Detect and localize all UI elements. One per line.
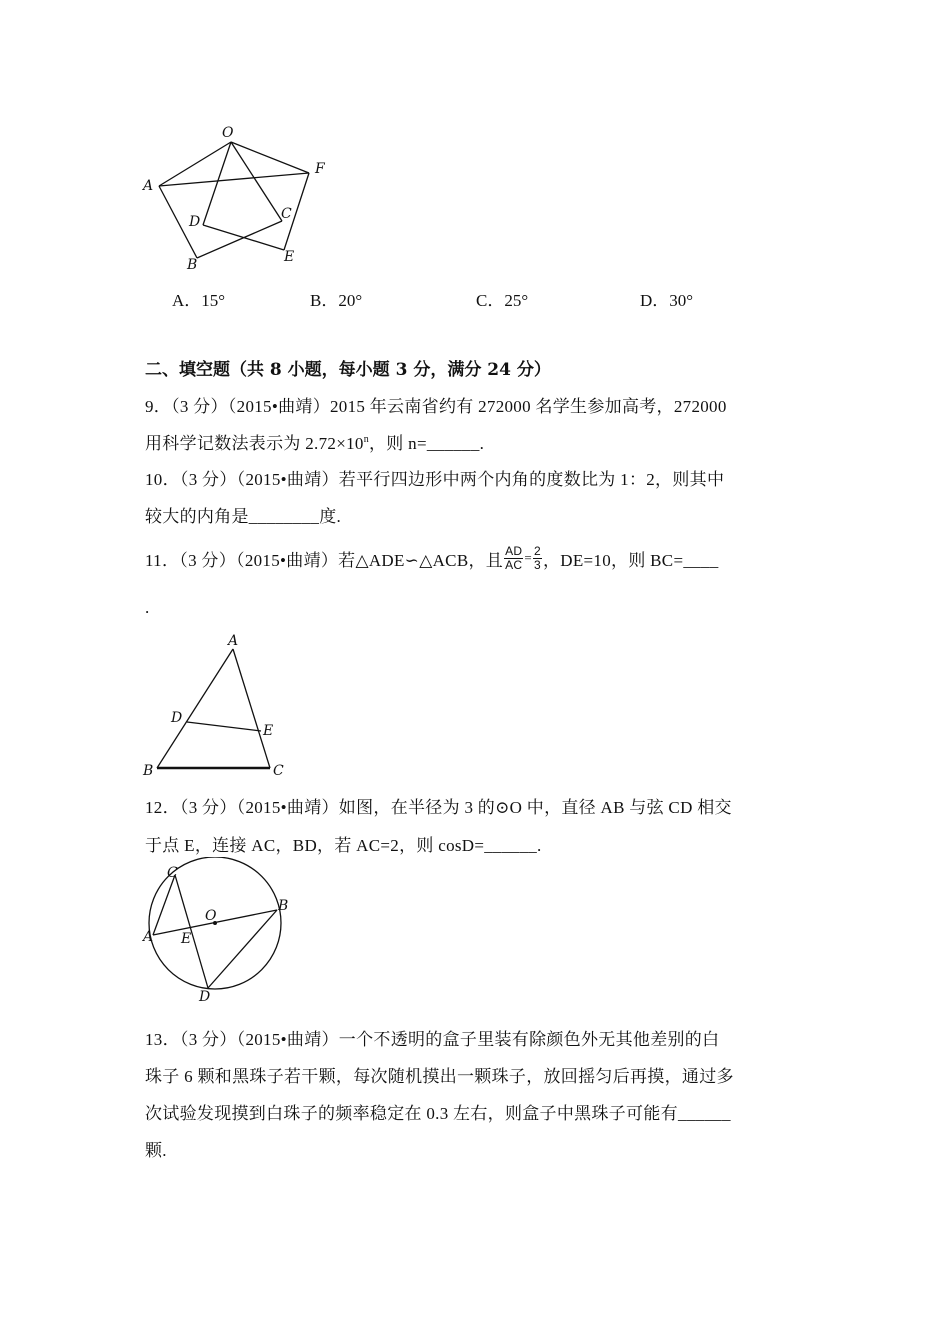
figure-q12 — [135, 857, 305, 1007]
q11-fraction-ad-ac: $\frac{AD}{AC}$ — [505, 543, 523, 572]
label-C: C — [167, 865, 178, 881]
seg-AC — [153, 875, 175, 935]
seg-CD — [175, 875, 208, 988]
option-a: A．15° — [172, 291, 226, 310]
option-c: C．25° — [476, 291, 529, 310]
label-F: F — [315, 161, 325, 177]
label-E: E — [181, 931, 192, 947]
seg-DE — [187, 722, 261, 731]
label-A: A — [143, 929, 154, 945]
figure-q8 — [135, 120, 335, 280]
seg-AC — [233, 649, 270, 768]
label-D: D — [171, 710, 183, 726]
q12-line2: 于点 E，连接 AC，BD，若 AC=2，则 cosD=______. — [145, 836, 542, 855]
label-E: E — [263, 723, 274, 739]
label-O: O — [205, 908, 217, 924]
q11-line1 — [145, 540, 719, 576]
label-D: D — [199, 989, 211, 1005]
q9-line2-pre: 用科学记数法表示为 2.72×10 — [145, 434, 364, 453]
seg-OA — [159, 142, 231, 186]
q11-line2: . — [145, 598, 150, 617]
label-B: B — [143, 763, 154, 779]
seg-OC — [231, 142, 282, 221]
q9-line1: 9．（3 分）（2015•曲靖）2015 年云南省约有 272000 名学生参加高考，272000 — [145, 397, 727, 416]
q9-exponent: n — [363, 434, 369, 445]
q9-line2-post: ，则 n=______. — [369, 434, 485, 453]
seg-AF — [159, 173, 309, 186]
q13-line4: 颗. — [145, 1141, 167, 1160]
q11-pre: 11．（3 分）（2015•曲靖）若△ADE∽△ACB，且 — [145, 550, 504, 570]
label-O: O — [222, 125, 234, 141]
q11-equals: = — [524, 550, 532, 565]
option-d: D．30° — [640, 291, 694, 310]
label-C: C — [273, 763, 284, 779]
seg-OF — [231, 142, 309, 173]
label-C: C — [281, 206, 292, 222]
label-A: A — [143, 178, 154, 194]
q9-line2 — [145, 429, 484, 454]
section-heading: 二、填空题（共 8 小题，每小题 3 分，满分 24 分） — [145, 360, 551, 380]
label-B: B — [278, 898, 289, 914]
q12-line1: 12．（3 分）（2015•曲靖）如图，在半径为 3 的⊙O 中，直径 AB 与弦 CD 相交 — [145, 798, 732, 817]
q13-line3: 次试验发现摸到白珠子的频率稳定在 0.3 左右，则盒子中黑珠子可能有______ — [145, 1104, 731, 1123]
q11-fraction-2-3: $\frac{2}{3}$ — [533, 543, 541, 572]
figure-q11 — [135, 625, 295, 785]
q13-line2: 珠子 6 颗和黑珠子若干颗，每次随机摸出一颗珠子，放回摇匀后再摸，通过多 — [145, 1067, 734, 1086]
seg-OD — [203, 142, 231, 225]
label-E: E — [284, 249, 295, 265]
q13-line1: 13．（3 分）（2015•曲靖）一个不透明的盒子里装有除颜色外无其他差别的白 — [145, 1030, 720, 1049]
label-B: B — [187, 257, 198, 273]
label-D: D — [189, 214, 201, 230]
q10-line2: 较大的内角是________度. — [145, 507, 342, 526]
q11-post: ，DE=10，则 BC=____ — [542, 550, 719, 570]
label-A: A — [228, 633, 239, 649]
seg-AB — [157, 649, 233, 768]
option-b: B．20° — [310, 291, 363, 310]
q10-line1: 10．（3 分）（2015•曲靖）若平行四边形中两个内角的度数比为 1：2，则其中 — [145, 470, 725, 489]
